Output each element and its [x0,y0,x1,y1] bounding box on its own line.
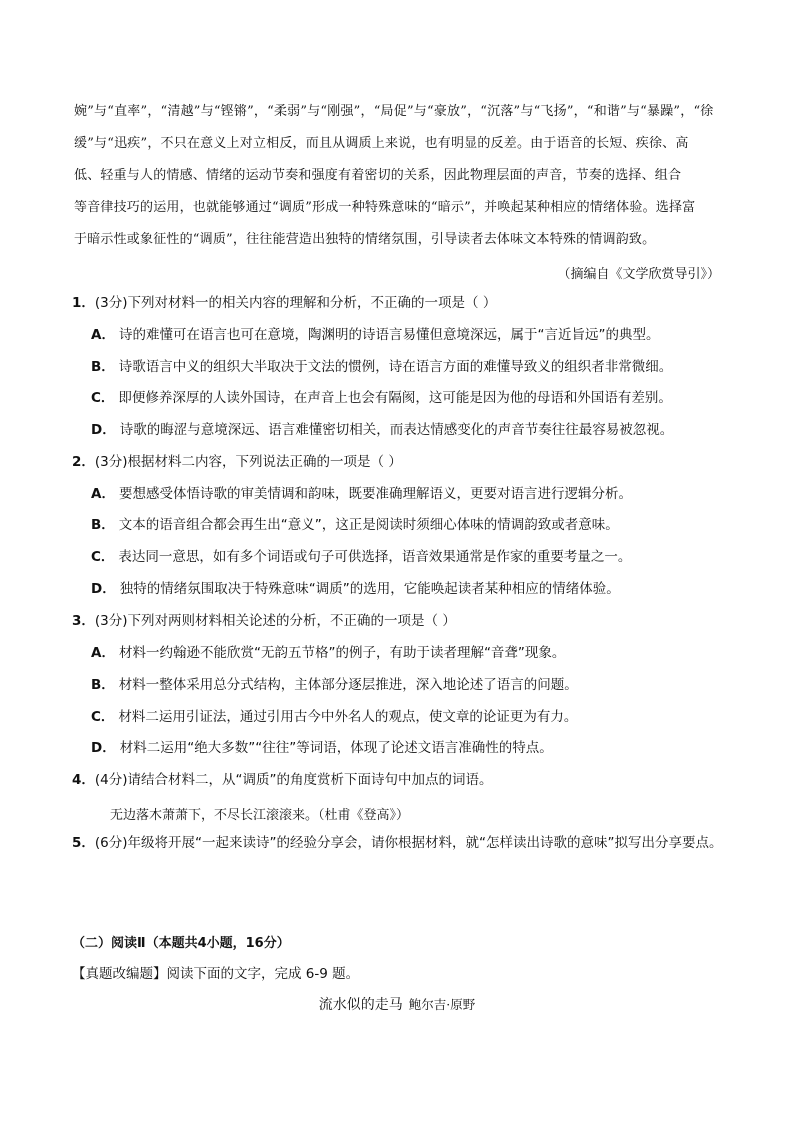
passage-line-3: 低、轻重与人的情感、情绪的运动节奏和强度有着密切的关系，因此物理层面的声音，节奏的选择、组合 [74,168,682,183]
question-2-option-a: A． 要想感受体悟诗歌的审美情调和韵味，既要准确理解语义，更要对语言进行逻辑分析。 [91,486,632,502]
passage-source: （摘编自《文学欣赏导引》） [557,267,720,282]
question-1-option-a: A． 诗的难懂可在语言也可在意境，陶渊明的诗语言易懂但意境深远，属于“言近旨远”的典型。 [91,327,660,343]
question-1 [72,294,496,312]
question-2-option-c: C． 表达同一意思，如有多个词语或句子可供选择，语音效果通常是作家的重要考量之一。 [91,549,632,565]
question-3-option-d: D． 材料二运用“绝大多数”“往往”等词语，体现了论述文语言准确性的特点。 [91,740,553,756]
question-number: 2． [72,454,95,470]
question-1-option-c: C． 即便修养深厚的人读外国诗，在声音上也会有隔阂，这可能是因为他的母语和外国语有差别。 [91,390,672,406]
passage-line-2: 缓”与“迅疾”，不只在意义上对立相反，而且从调质上来说，也有明显的反差。由于语音的长短、疾徐、高 [74,136,689,151]
question-text: (3分)下列对材料一的相关内容的理解和分析，不正确的一项是（ ） [94,295,497,311]
question-3-option-a: A． 材料一约翰逊不能欣赏“无韵五节格”的例子，有助于读者理解“音聋”现象。 [91,645,566,661]
question-3-option-b: B． 材料一整体采用总分式结构，主体部分逐层推进，深入地论述了语言的问题。 [91,677,578,693]
question-4 [72,771,493,789]
question-text: (3分)下列对两则材料相关论述的分析，不正确的一项是（ ） [94,613,456,629]
passage-line-1: 婉”与“直率”，“清越”与“铿锵”，“柔弱”与“刚强”，“局促”与“豪放”，“沉落”与“飞扬”，“和谐”与“暴躁”，“徐 [74,104,714,119]
article-title [0,994,794,1014]
question-2 [72,453,402,471]
question-1-option-b: B． 诗歌语言中义的组织大半取决于文法的惯例，诗在语言方面的难懂导致义的组织者非常微细。 [91,359,673,375]
question-number: 3． [72,613,95,629]
question-2-option-b: B． 文本的语音组合都会再生出“意义”，这正是阅读时须细心体味的情调韵致或者意味。 [91,517,619,533]
question-5 [72,834,723,852]
section-instruction: 【真题改编题】阅读下面的文字，完成 6-9 题。 [72,966,360,982]
question-3-option-c: C． 材料二运用引证法，通过引用古今中外名人的观点，使文章的论证更为有力。 [91,709,578,725]
question-text: (6分)年级将开展“一起来读诗”的经验分享会，请你根据材料，就“怎样读出诗歌的意味”拟写出分享要点。 [94,835,723,851]
question-number: 4． [72,772,95,788]
article-title-text: 流水似的走马 [318,997,403,1013]
question-number: 5． [72,835,95,851]
question-3 [72,612,456,630]
question-2-option-d: D． 独特的情绪氛围取决于特殊意味“调质”的选用，它能唤起读者某种相应的情绪体验。 [91,581,620,597]
question-text: (4分)请结合材料二，从“调质”的角度赏析下面诗句中加点的词语。 [94,772,493,788]
article-author: 鲍尔吉·原野 [408,997,476,1012]
passage-line-5: 于暗示性或象征性的“调质”，往往能营造出独特的情绪氛围，引导读者去体味文本特殊的情调韵致。 [74,232,656,247]
poem-line: 无边落木萧萧下，不尽长江滚滚来。（杜甫《登高》） [110,808,410,823]
passage-line-4: 等音律技巧的运用，也就能够通过“调质”形成一种特殊意味的“暗示”，并唤起某种相应的情绪体验。选择富 [74,200,696,215]
question-text: (3分)根据材料二内容，下列说法正确的一项是（ ） [94,454,402,470]
question-1-option-d: D． 诗歌的晦涩与意境深远、语言难懂密切相关，而表达情感变化的声音节奏往往最容易被忽视。 [91,422,674,438]
section-heading: （二）阅读Ⅱ（本题共4小题，16分） [72,936,290,951]
question-number: 1． [72,295,95,311]
